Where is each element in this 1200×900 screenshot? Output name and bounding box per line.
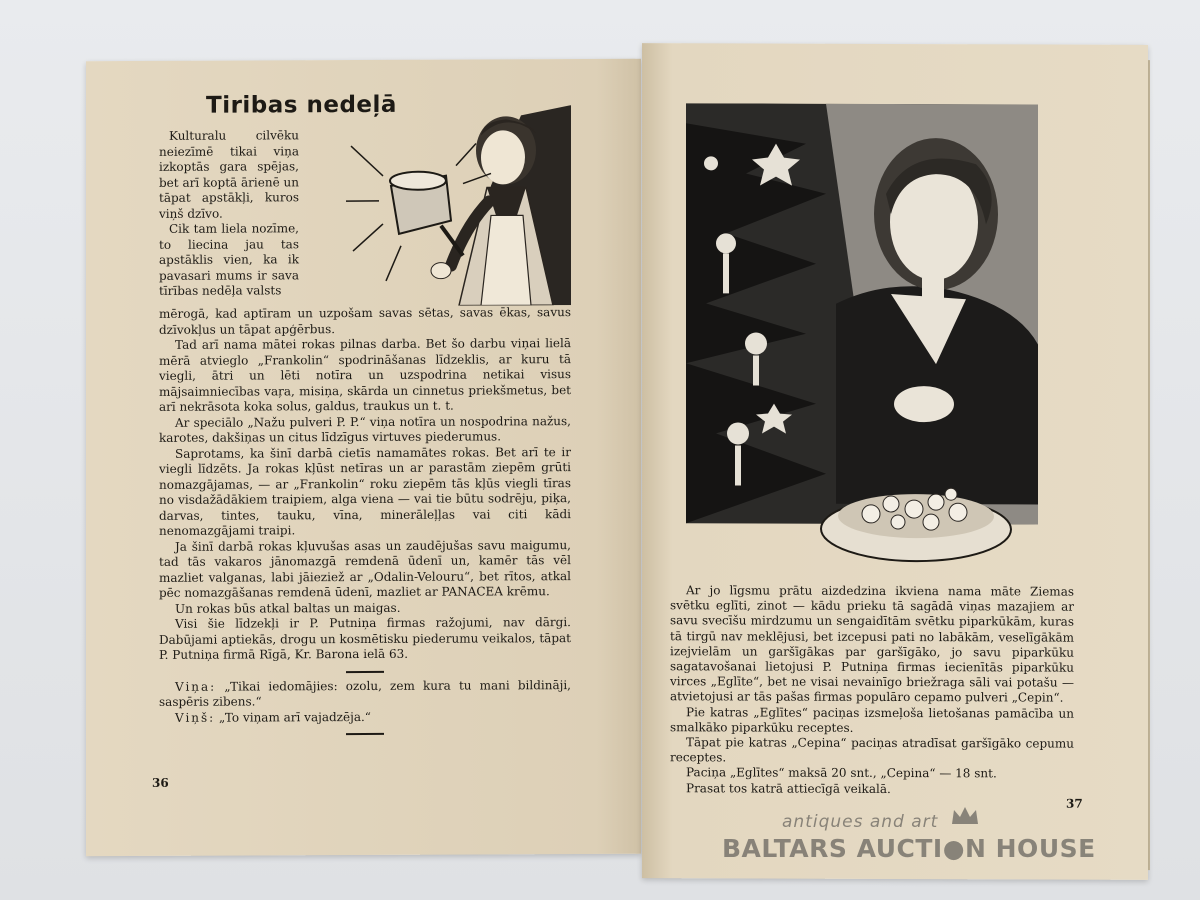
article-paragraph: mērogā, kad aptīram un uzpošam savas sētas, savas ēkas, savus dzīvokļus un tāpat apģērbus.: [159, 305, 571, 337]
dialog-text: „Tikai iedomājies: ozolu, zem kura tu mani bildināji, saspēris zibens.“: [159, 677, 571, 709]
intro-paragraph: Kulturalu cilvēku neiezīmē tikai viņa izkoptās gara spējas, bet arī koptā ārienē un tāpat apstākļi, kuros viņš dzīvo.: [159, 128, 299, 221]
watermark-tagline: antiques and art: [782, 812, 939, 832]
advert-paragraph: Tāpat pie katras „Cepina“ paciņas atradīsat garšīgāko cepumu receptes.: [670, 735, 1074, 765]
article-body: [159, 305, 571, 742]
dialog-speaker: Viņš:: [175, 710, 216, 725]
woman-with-christmas-tree-illustration: [686, 103, 1038, 584]
article-paragraph: Un rokas būs atkal baltas un maigas.: [175, 600, 401, 616]
dialog-speaker: Viņa:: [175, 679, 217, 694]
advert-paragraph: Ar jo līgsmu prātu aizdedzina ikviena nama māte Ziemas svētku eglīti, zinot — kādu prieku tā sagādā viņas mazajiem ar savu svecīšu mirdzumu un sengaidītām svētku piparkūkām, kuras tā tirgū nav meklējusi, bet izcepusi pati no labākām, veselīgākām izejvielām un garšīgākas par garšīgāko, jo savu piparkūku sagatavošanai lietojusi P. Putniņa firmas iecienītās piparkūku virces „Eglīte“, bet ne visai nevainīgo briežraga sāli vai potašu — atvietojusi ar tās pašas firmas populāro cepamo pulveri „Cepin“.: [670, 583, 1074, 706]
dialog-text: „To viņam arī vajadzēja.“: [215, 709, 371, 725]
advert-paragraph: Prasat tos katrā attiecīgā veikalā.: [686, 780, 891, 796]
article-paragraph: Visi šie līdzekļi ir P. Putniņa firmas ražojumi, nav dārgi. Dabūjami aptiekās, drogu un kosmētisku piederumu veikalos, tāpat P. Putniņa firmā Rīgā, Kr. Barona ielā 63.: [159, 615, 571, 662]
section-divider: [346, 670, 384, 672]
article-paragraph: Tad arī nama mātei rokas pilnas darba. Bet šo darbu viņai lielā mērā atvieglo „Frankolin“ spodrināšanas līdzeklis, ar kuru tā viegli, ātri un lēti notīra un uzspodrina netikai visus mājsaimniecības vaŗa, misiņa, skārda un cinnetus priekšmetus, bet arī nekrāsota koka solus, galdus, traukus un t. t.: [159, 336, 571, 414]
page-title: Tiribas nedeļā: [206, 91, 397, 119]
article-paragraph: Saprotams, ka šinī darbā cietīs namamātes rokas. Bet arī te ir viegli līdzēts. Ja rokas kļūst netīras un ar parastām ziepēm grūti nomazgājamas, — ar „Frankolin“ roku ziepēm tās kļūs viegli tīras no visdažādākiem traipiem, alga viena — vai tie būtu sodrēju, piķa, darvas, tintes, tauku, vīna, minerāleļļas vai citi kādi nenomazgājami traipi.: [159, 444, 571, 538]
joke-dialog: [159, 678, 571, 726]
right-page: [642, 43, 1148, 880]
watermark-brand: BALTARS AUCTI●N HOUSE: [722, 834, 1096, 863]
page-number: 36: [152, 775, 169, 790]
intro-paragraph: Cik tam liela nozīme, to liecina jau tas apstāklis vien, ka ik pavasari mums ir sava tīrības nedēļa valsts: [159, 221, 299, 298]
article-paragraph: Ja šinī darbā rokas kļuvušas asas un zaudējušas savu maigumu, tad tās vakaros jānomazgā remdenā ūdenī un, kamēr tās vēl mazliet valganas, labi jāieziež ar „Odalin-Velouru“, bet rītos, atkal pēc nomazgāšanas remdenā ūdenī, mazliet ar PANACEA krēmu.: [159, 537, 571, 600]
left-page: [86, 59, 641, 856]
crown-icon: [950, 804, 980, 828]
section-divider: [346, 733, 384, 735]
advert-body: [670, 583, 1074, 797]
page-number: 37: [1066, 796, 1083, 811]
intro-text: [159, 128, 299, 299]
watermark: [722, 812, 1122, 872]
advert-paragraph: Paciņa „Eglītes“ maksā 20 snt., „Cepina“ — 18 snt.: [686, 765, 997, 781]
housewife-polishing-pot-illustration: [291, 105, 571, 306]
article-paragraph: Ar speciālo „Nažu pulveri P. P.“ viņa notīra un nospodrina nažus, karotes, dakšiņas un citus līdzīgus virtuves piederumus.: [159, 413, 571, 445]
dialog-line: [159, 678, 571, 711]
advert-paragraph: Pie katras „Eglītes“ paciņas izsmeļoša lietošanas pamācība un smalkāko piparkūku receptes.: [670, 704, 1074, 735]
dialog-line: [159, 709, 571, 726]
